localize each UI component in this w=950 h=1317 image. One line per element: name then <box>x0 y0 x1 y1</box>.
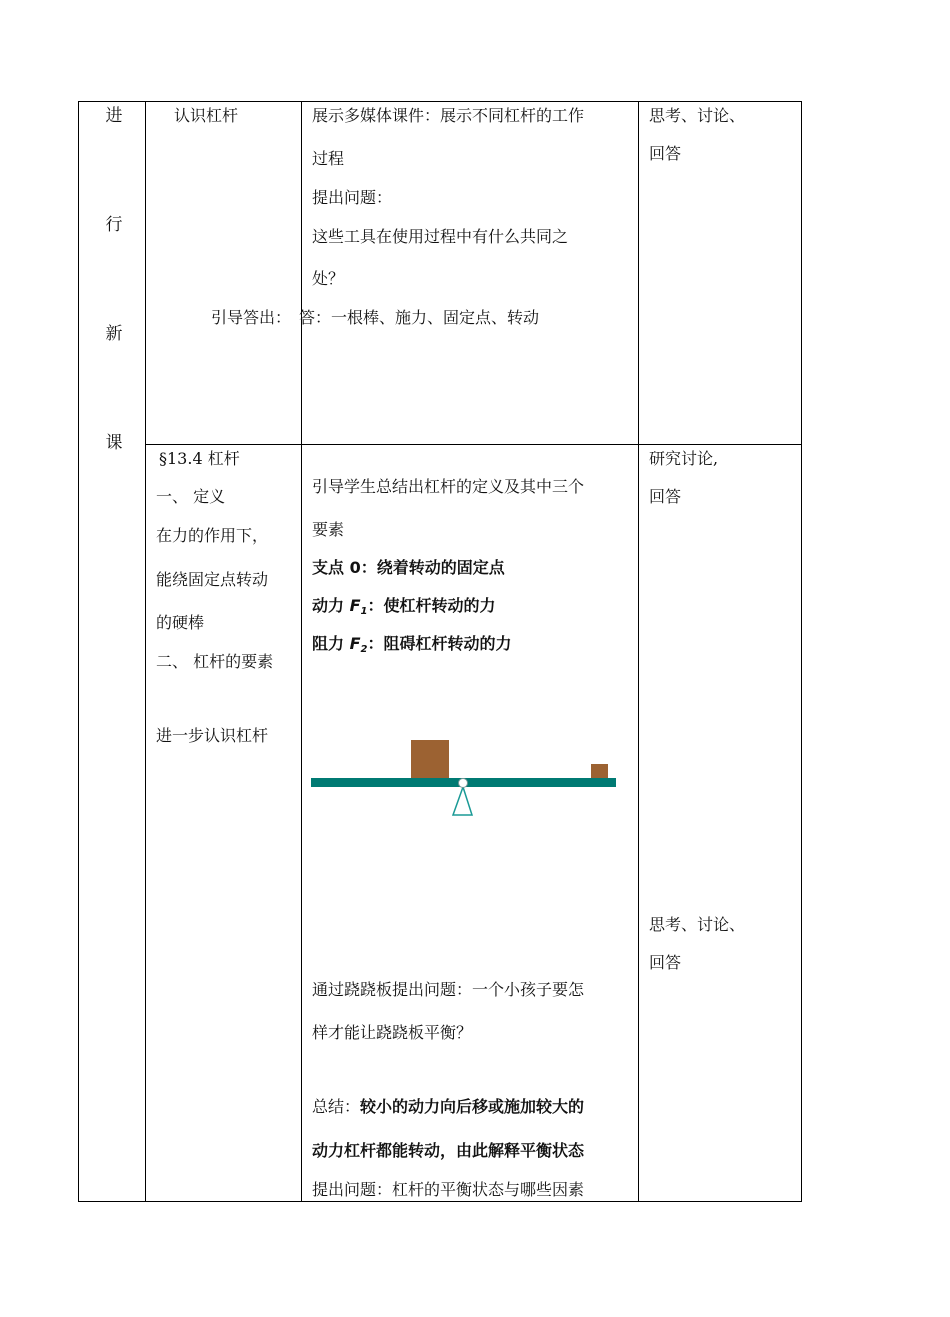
table-row-divider <box>145 444 802 445</box>
table-col-divider-2 <box>301 101 302 1202</box>
table-col-divider-3 <box>638 101 639 1202</box>
guide-answer: 答：一根棒、施力、固定点、转动 <box>299 308 540 327</box>
side-label-char: 课 <box>105 433 123 453</box>
row2-student-line: 回答 <box>649 487 682 506</box>
row1-activity-line: 过程 <box>312 149 345 168</box>
table-border-top <box>78 101 802 102</box>
summary-label: 总结： <box>312 1097 361 1116</box>
table-border-left <box>78 101 79 1202</box>
row1-topic: 认识杠杆 <box>174 106 239 125</box>
row1-activity-line: 展示多媒体课件：展示不同杠杆的工作 <box>312 106 585 125</box>
guide-label: 引导答出： <box>211 308 292 327</box>
row2-topic-line: 在力的作用下， <box>156 526 269 545</box>
seesaw-fulcrum <box>453 787 472 815</box>
side-label-char: 进 <box>105 106 123 126</box>
row2-topic-line: 进一步认识杠杆 <box>156 726 269 745</box>
seesaw-light-block <box>591 764 608 779</box>
table-border-bottom <box>78 1201 802 1202</box>
load-definition: 阻力 $F_2$：阻碍杠杆转动的力 <box>312 634 512 655</box>
seesaw-illustration <box>308 735 620 819</box>
summary-emphasis: 较小的动力向后移或施加较大的 <box>360 1097 585 1116</box>
effort-definition: 动力 $F_1$：使杠杆转动的力 <box>312 596 496 617</box>
seesaw-heavy-block <box>411 740 449 778</box>
row2-intro-line: 引导学生总结出杠杆的定义及其中三个 <box>312 477 585 496</box>
row1-activity-line: 这些工具在使用过程中有什么共同之 <box>312 227 569 246</box>
table-col-divider-1 <box>145 101 146 1202</box>
side-label-char: 行 <box>105 215 123 235</box>
table-border-right <box>801 101 802 1202</box>
row2-question-line: 样才能让跷跷板平衡？ <box>312 1023 473 1042</box>
row2-last-line: 提出问题：杠杆的平衡状态与哪些因素 <box>312 1180 585 1199</box>
row2-question-line: 通过跷跷板提出问题：一个小孩子要怎 <box>312 980 585 999</box>
row2-topic-line: 能绕固定点转动 <box>156 570 269 589</box>
row2-student-line: 思考、讨论、 <box>649 915 746 934</box>
row1-activity-line: 处？ <box>312 269 345 288</box>
row2-topic-line: 一、 定义 <box>156 487 226 506</box>
summary-line <box>312 1097 584 1117</box>
row2-topic-line: 二、 杠杆的要素 <box>156 652 274 671</box>
row2-intro-line: 要素 <box>312 520 345 539</box>
row2-student-line: 研究讨论, <box>649 449 719 468</box>
row1-student-line: 回答 <box>649 144 682 163</box>
fulcrum-definition: 支点 0：绕着转动的固定点 <box>312 558 505 577</box>
summary-line-2: 动力杠杆都能转动，由此解释平衡状态 <box>312 1141 585 1160</box>
row1-student-line: 思考、讨论、 <box>649 106 746 125</box>
seesaw-pivot <box>459 779 468 788</box>
row2-student-line: 回答 <box>649 953 682 972</box>
row2-topic-line: §13.4 杠杆 <box>159 449 240 468</box>
side-label-char: 新 <box>105 324 123 344</box>
row1-activity-line: 提出问题： <box>312 188 393 207</box>
row2-topic-line: 的硬棒 <box>156 613 205 632</box>
